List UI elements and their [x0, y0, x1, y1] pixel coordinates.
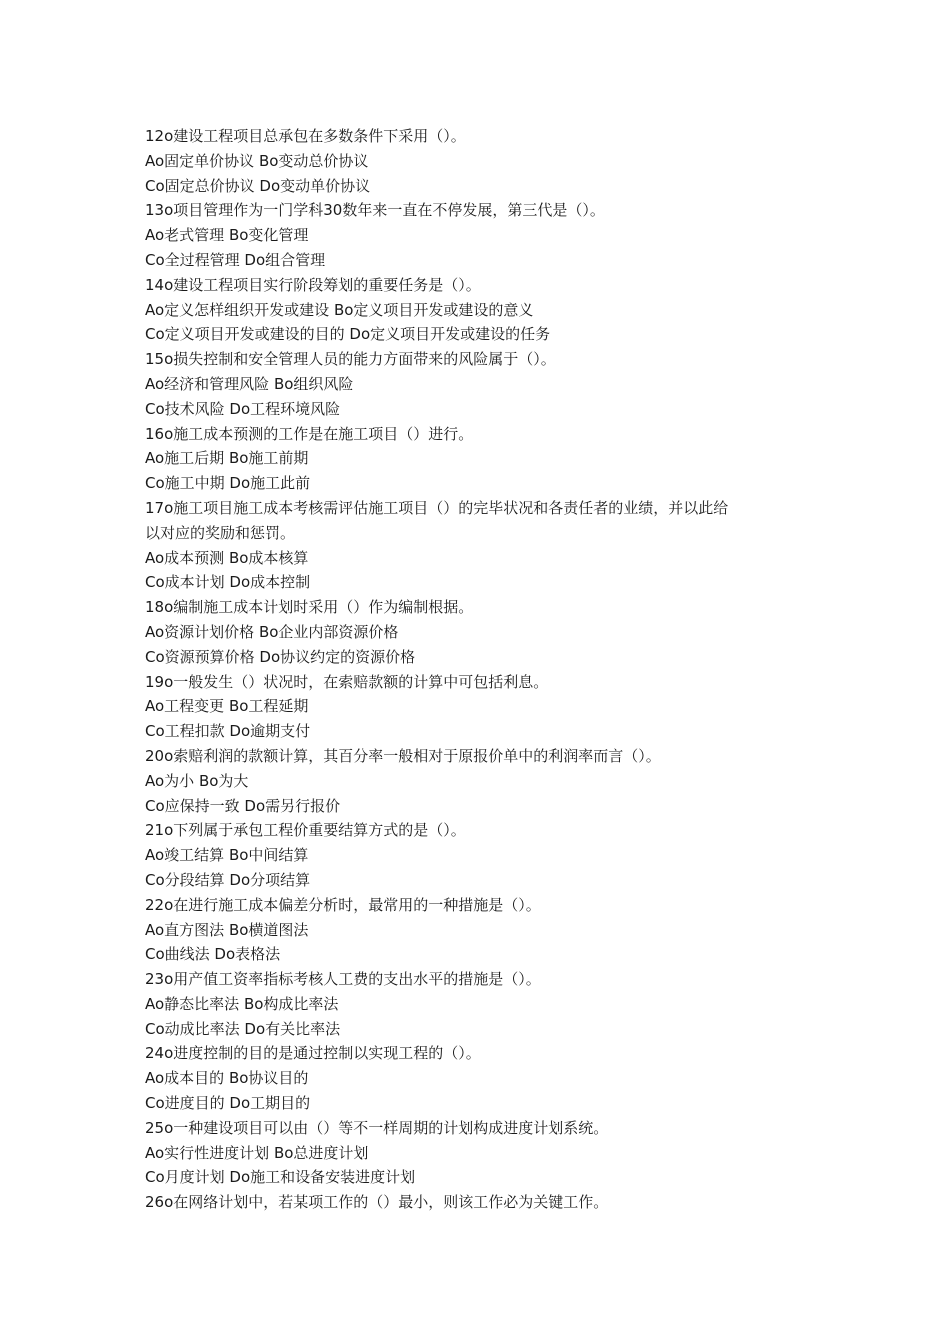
question-22-options-ab: Ao直方图法 Bo横道图法 [145, 920, 309, 939]
question-26: 26o在网络计划中，若某项工作的（）最小，则该工作必为关键工作。 [145, 1193, 609, 1212]
question-17: 17o施工项目施工成本考核需评估施工项目（）的完毕状况和各责任者的业绩，并以此给 [145, 498, 729, 517]
question-16: 16o施工成本预测的工作是在施工项目（）进行。 [145, 424, 474, 443]
question-18-options-ab: Ao资源计划价格 Bo企业内部资源价格 [145, 622, 399, 641]
question-25-options-cd: Co月度计划 Do施工和设备安装进度计划 [145, 1168, 416, 1187]
question-12-options-cd: Co固定总价协议 Do变动单价协议 [145, 176, 371, 195]
question-13-options-cd: Co全过程管理 Do组合管理 [145, 250, 326, 269]
question-12: 12o建设工程项目总承包在多数条件下采用（）。 [145, 127, 466, 145]
question-14-options-ab: Ao定义怎样组织开发或建设 Bo定义项目开发或建设的意义 [145, 300, 534, 319]
question-23-options-ab: Ao静态比率法 Bo构成比率法 [145, 994, 339, 1013]
question-17-options-ab: Ao成本预测 Bo成本核算 [145, 548, 309, 567]
question-22: 22o在进行施工成本偏差分析时，最常用的一种措施是（）。 [145, 895, 541, 914]
question-16-options-ab: Ao施工后期 Bo施工前期 [145, 449, 309, 468]
question-21: 21o下列属于承包工程价重要结算方式的是（）。 [145, 821, 466, 840]
question-19-options-ab: Ao工程变更 Bo工程延期 [145, 697, 309, 716]
question-19: 19o一般发生（）状况时，在索赔款额的计算中可包括利息。 [145, 672, 549, 691]
question-15-options-ab: Ao经济和管理风险 Bo组织风险 [145, 374, 354, 393]
question-21-options-ab: Ao竣工结算 Bo中间结算 [145, 846, 309, 865]
question-13: 13o项目管理作为一门学科30数年来一直在不停发展，第三代是（）。 [145, 201, 605, 220]
question-17-continued: 以对应的奖励和惩罚。 [145, 523, 296, 542]
question-15: 15o损失控制和安全管理人员的能力方面带来的风险属于（）。 [145, 350, 556, 369]
question-19-options-cd: Co工程扣款 Do逾期支付 [145, 722, 311, 741]
question-20-options-cd: Co应保持一致 Do需另行报价 [145, 796, 341, 815]
question-24: 24o进度控制的目的是通过控制以实现工程的（）。 [145, 1044, 481, 1063]
question-23: 23o用产值工资率指标考核人工费的支出水平的措施是（）。 [145, 970, 541, 989]
question-24-options-cd: Co进度目的 Do工期目的 [145, 1094, 311, 1113]
question-16-options-cd: Co施工中期 Do施工此前 [145, 474, 311, 493]
question-17-options-cd: Co成本计划 Do成本控制 [145, 573, 311, 592]
question-12-options-ab: Ao固定单价协议 Bo变动总价协议 [145, 151, 369, 170]
question-25: 25o一种建设项目可以由（）等不一样周期的计划构成进度计划系统。 [145, 1118, 609, 1137]
question-20-options-ab: Ao为小 Bo为大 [145, 771, 249, 790]
question-14-options-cd: Co定义项目开发或建设的目的 Do定义项目开发或建设的任务 [145, 325, 551, 344]
document-body [145, 124, 825, 1215]
question-15-options-cd: Co技术风险 Do工程环境风险 [145, 399, 341, 418]
question-24-options-ab: Ao成本目的 Bo协议目的 [145, 1069, 309, 1088]
question-13-options-ab: Ao老式管理 Bo变化管理 [145, 226, 309, 245]
question-20: 20o索赔利润的款额计算，其百分率一般相对于原报价单中的利润率而言（）。 [145, 746, 661, 765]
question-23-options-cd: Co动成比率法 Do有关比率法 [145, 1019, 341, 1038]
question-25-options-ab: Ao实行性进度计划 Bo总进度计划 [145, 1143, 369, 1162]
question-21-options-cd: Co分段结算 Do分项结算 [145, 870, 311, 889]
question-18-options-cd: Co资源预算价格 Do协议约定的资源价格 [145, 647, 416, 666]
question-22-options-cd: Co曲线法 Do表格法 [145, 945, 281, 964]
question-14: 14o建设工程项目实行阶段筹划的重要任务是（）。 [145, 275, 481, 294]
question-18: 18o编制施工成本计划时采用（）作为编制根据。 [145, 598, 474, 617]
